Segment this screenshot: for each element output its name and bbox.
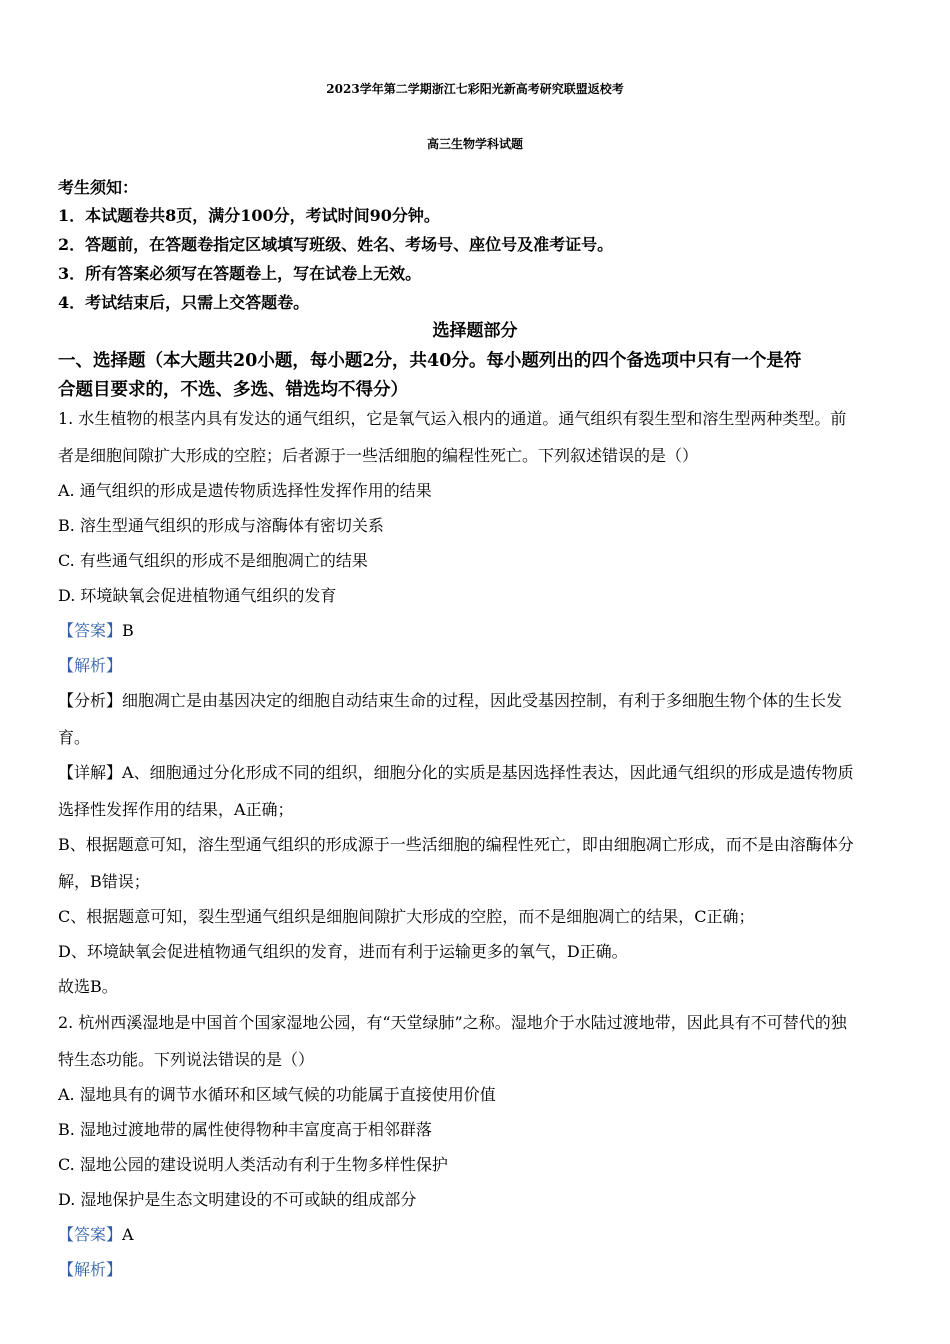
part-title: 选择题部分: [432, 321, 518, 341]
notice-item: 2．答题前，在答题卷指定区域填写班级、姓名、考场号、座位号及准考证号。: [58, 235, 614, 254]
q1-detail: [58, 763, 854, 783]
exam-subtitle: 高三生物学科试题: [426, 137, 523, 151]
q2-option-c: C. 湿地公园的建设说明人类活动有利于生物多样性保护: [58, 1155, 448, 1174]
exam-title: 2023学年第二学期浙江七彩阳光新高考研究联盟返校考: [326, 82, 624, 96]
q2-stem: 特生态功能。下列说法错误的是（）: [58, 1050, 315, 1069]
q1-option-b: B. 溶生型通气组织的形成与溶酶体有密切关系: [58, 516, 384, 535]
q1-answer: [58, 621, 134, 641]
q1-detail-cont: 选择性发挥作用的结果，A正确；: [58, 800, 294, 819]
answer-tag: 【答案】: [58, 621, 123, 640]
q1-option-a: A. 通气组织的形成是遗传物质选择性发挥作用的结果: [58, 481, 432, 500]
answer-value: B: [122, 621, 134, 640]
q1-detail-c: C、根据题意可知，裂生型通气组织是细胞间隙扩大形成的空腔，而不是细胞凋亡的结果，C正确；: [58, 907, 755, 926]
q2-answer: [58, 1225, 134, 1245]
q1-detail-b: B、根据题意可知，溶生型通气组织的形成源于一些活细胞的编程性死亡，即由细胞凋亡形成，而不是由溶酶体分: [58, 835, 854, 854]
notice-item: 4．考试结束后，只需上交答题卷。: [58, 293, 310, 312]
q1-analysis-tag: 【解析】: [58, 656, 123, 675]
detail-tag: 【详解】: [58, 763, 123, 782]
q1-fenxi-cont: 育。: [58, 728, 91, 747]
q1-fenxi: [58, 691, 842, 711]
q1-option-c: C. 有些通气组织的形成不是细胞凋亡的结果: [58, 551, 368, 570]
q2-option-b: B. 湿地过渡地带的属性使得物种丰富度高于相邻群落: [58, 1120, 432, 1139]
q1-option-d: D. 环境缺氧会促进植物通气组织的发育: [58, 586, 337, 605]
notice-item: 1．本试题卷共8页，满分100分，考试时间90分钟。: [58, 206, 440, 225]
q1-detail-d: D、环境缺氧会促进植物通气组织的发育，进而有利于运输更多的氧气，D正确。: [58, 942, 628, 961]
fenxi-tag: 【分析】: [58, 691, 123, 710]
fenxi-text: 细胞凋亡是由基因决定的细胞自动结束生命的过程，因此受基因控制，有利于多细胞生物个体的生长发: [122, 691, 843, 710]
q1-stem: 1. 水生植物的根茎内具有发达的通气组织，它是氧气运入根内的通道。通气组织有裂生型和溶生型两种类型。前: [58, 409, 847, 428]
q1-conclusion: 故选B。: [58, 977, 118, 996]
section-instructions: 合题目要求的，不选、多选、错选均不得分）: [58, 380, 408, 400]
q2-stem: 2. 杭州西溪湿地是中国首个国家湿地公园，有“天堂绿肺”之称。湿地介于水陆过渡地带，因此具有不可替代的独: [58, 1013, 847, 1032]
notice-heading: 考生须知：: [58, 178, 139, 197]
answer-tag: 【答案】: [58, 1225, 123, 1244]
answer-value: A: [122, 1225, 134, 1244]
q1-detail-b-cont: 解，B错误；: [58, 872, 150, 891]
q2-option-a: A. 湿地具有的调节水循环和区域气候的功能属于直接使用价值: [58, 1085, 496, 1104]
notice-item: 3．所有答案必须写在答题卷上，写在试卷上无效。: [58, 264, 422, 283]
q1-stem: 者是细胞间隙扩大形成的空腔；后者源于一些活细胞的编程性死亡。下列叙述错误的是（）: [58, 446, 699, 465]
detail-text: A、细胞通过分化形成不同的组织，细胞分化的实质是基因选择性表达，因此通气组织的形成是遗传物质: [122, 763, 854, 782]
section-instructions: 一、选择题（本大题共20小题，每小题2分，共40分。每小题列出的四个备选项中只有一个是符: [58, 351, 802, 371]
q2-option-d: D. 湿地保护是生态文明建设的不可或缺的组成部分: [58, 1190, 417, 1209]
q2-analysis-tag: 【解析】: [58, 1260, 123, 1279]
